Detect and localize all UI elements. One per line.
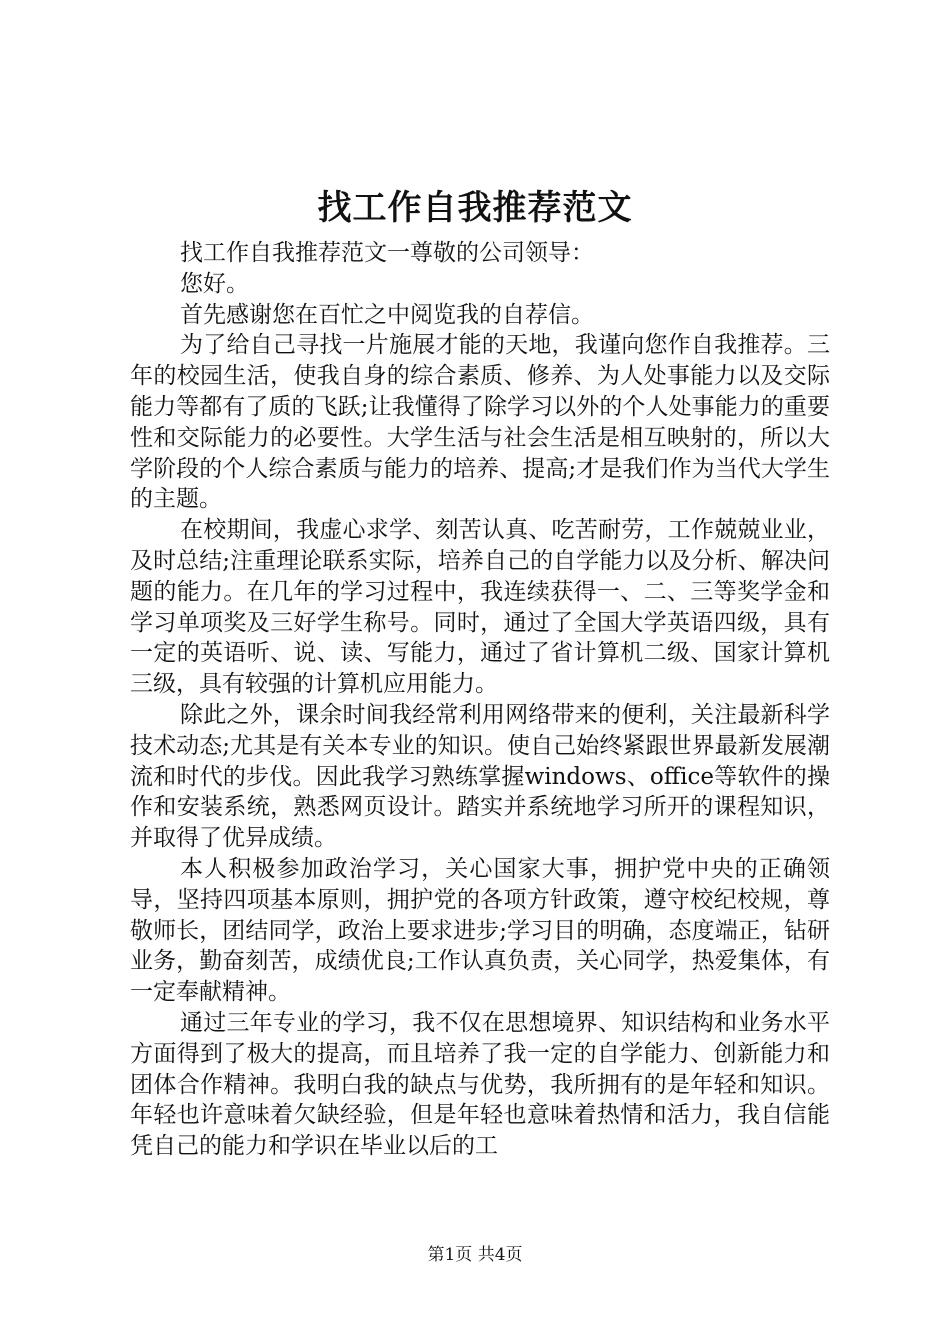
greeting-paragraph: 您好。 bbox=[180, 270, 249, 297]
body-paragraph: 除此之外，课余时间我经常利用网络带来的便利，关注最新科学技术动态;尤其是有关本专业的知识。使自己始终紧跟世界最新发展潮流和时代的步伐。因此我学习熟练掌握windows、office等软件的操作和安装系统，熟悉网页设计。踏实并系统地学习所开的课程知识，并取得了优异成绩。 bbox=[130, 701, 830, 852]
page-footer: 第1页 共4页 bbox=[427, 1245, 523, 1265]
thanks-paragraph: 首先感谢您在百忙之中阅览我的自荐信。 bbox=[180, 301, 594, 328]
document-title: 找工作自我推荐范文 bbox=[317, 188, 633, 228]
body-paragraph: 本人积极参加政治学习，关心国家大事，拥护党中央的正确领导，坚持四项基本原则，拥护党的各项方针政策，遵守校纪校规，尊敬师长，团结同学，政治上要求进步;学习目的明确，态度端正，钻研业务，勤奋刻苦，成绩优良;工作认真负责，关心同学，热爱集体，有一定奉献精神。 bbox=[130, 855, 830, 1006]
document-body bbox=[130, 238, 830, 1162]
body-paragraph: 为了给自己寻找一片施展才能的天地，我谨向您作自我推荐。三年的校园生活，使我自身的综合素质、修养、为人处事能力以及交际能力等都有了质的飞跃;让我懂得了除学习以外的个人处事能力的重要性和交际能力的必要性。大学生活与社会生活是相互映射的，所以大学阶段的个人综合素质与能力的培养、提高;才是我们作为当代大学生的主题。 bbox=[130, 332, 830, 513]
body-paragraph: 通过三年专业的学习，我不仅在思想境界、知识结构和业务水平方面得到了极大的提高，而且培养了我一定的自学能力、创新能力和团体合作精神。我明白我的缺点与优势，我所拥有的是年轻和知识。年轻也许意味着欠缺经验，但是年轻也意味着热情和活力，我自信能凭自己的能力和学识在毕业以后的工 bbox=[130, 1009, 830, 1160]
salutation-paragraph: 找工作自我推荐范文一尊敬的公司领导： bbox=[180, 240, 594, 266]
body-paragraph: 在校期间，我虚心求学、刻苦认真、吃苦耐劳，工作兢兢业业，及时总结;注重理论联系实际，培养自己的自学能力以及分析、解决问题的能力。在几年的学习过程中，我连续获得一、二、三等奖学金和学习单项奖及三好学生称号。同时，通过了全国大学英语四级，具有一定的英语听、说、读、写能力，通过了省计算机二级、国家计算机三级，具有较强的计算机应用能力。 bbox=[130, 517, 830, 698]
